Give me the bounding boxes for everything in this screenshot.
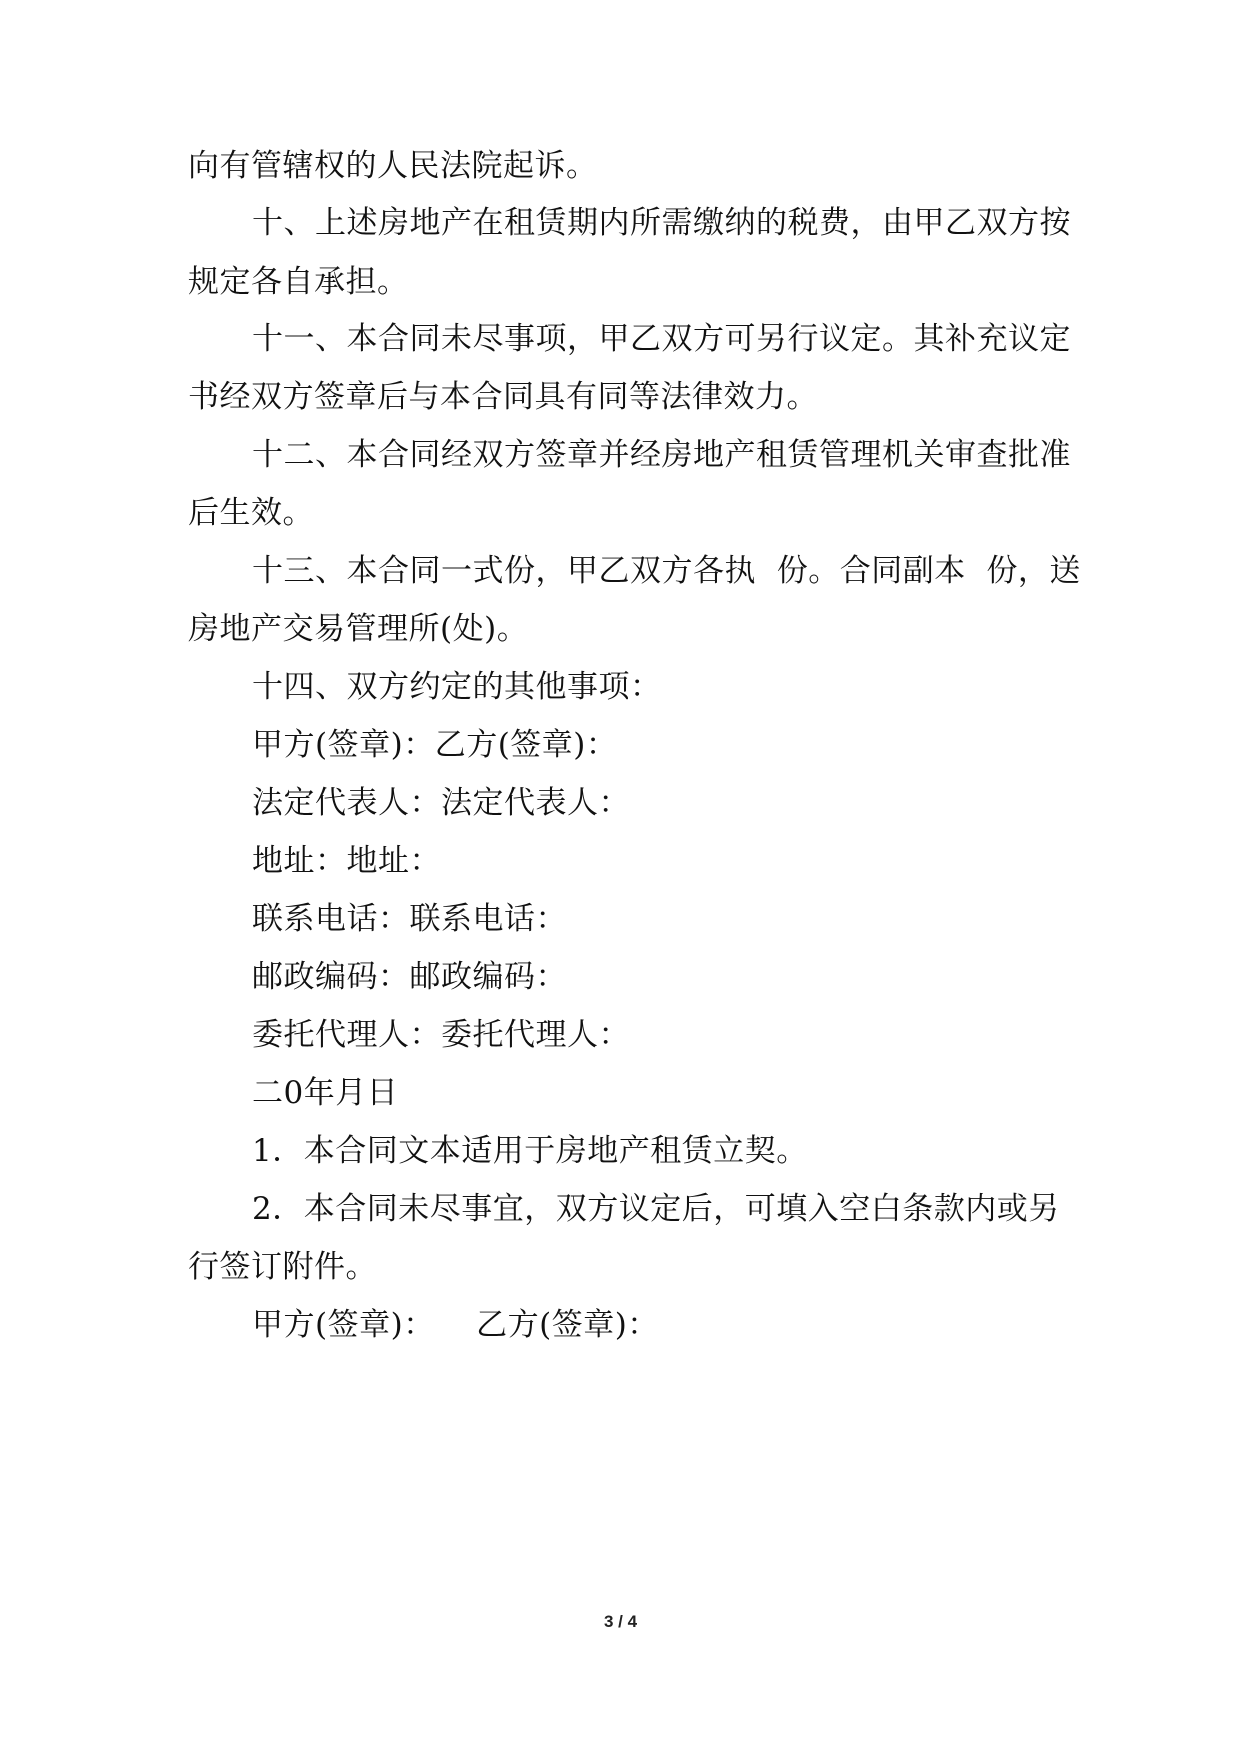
text-line: 地址：地址： [252,843,441,879]
text-line: 房地产交易管理所(处)。 [188,611,529,647]
signature-line: 甲方(签章)： 乙方(签章)： [252,1307,659,1343]
text-line: 规定各自承担。 [188,264,409,300]
text-line: 联系电话：联系电话： [252,901,567,937]
page-number: 3 / 4 [603,1612,638,1631]
note-line: 1．本合同文本适用于房地产租赁立契。 [252,1133,808,1169]
text-line: 十二、本合同经双方签章并经房地产租赁管理机关审查批准 [252,437,1071,473]
text-line: 法定代表人：法定代表人： [252,785,630,821]
text-line: 委托代理人：委托代理人： [252,1017,630,1053]
text-line: 十一、本合同未尽事项，甲乙双方可另行议定。其补充议定 [252,321,1071,357]
date-line: 二0年月日 [252,1075,399,1111]
text-line: 书经双方签章后与本合同具有同等法律效力。 [188,379,818,415]
text-line: 甲方(签章)：乙方(签章)： [252,727,618,763]
text-line: 十三、本合同一式份，甲乙双方各执 份。合同副本 份，送 [252,553,1081,589]
text-line: 向有管辖权的人民法院起诉。 [188,148,598,184]
text-line: 十、上述房地产在租赁期内所需缴纳的税费，由甲乙双方按 [252,205,1071,241]
text-line: 十四、双方约定的其他事项： [252,669,662,705]
note-line: 2．本合同未尽事宜，双方议定后，可填入空白条款内或另 [252,1191,1060,1227]
text-line: 邮政编码：邮政编码： [252,959,567,995]
text-line: 后生效。 [188,495,314,531]
note-line: 行签订附件。 [188,1249,377,1285]
